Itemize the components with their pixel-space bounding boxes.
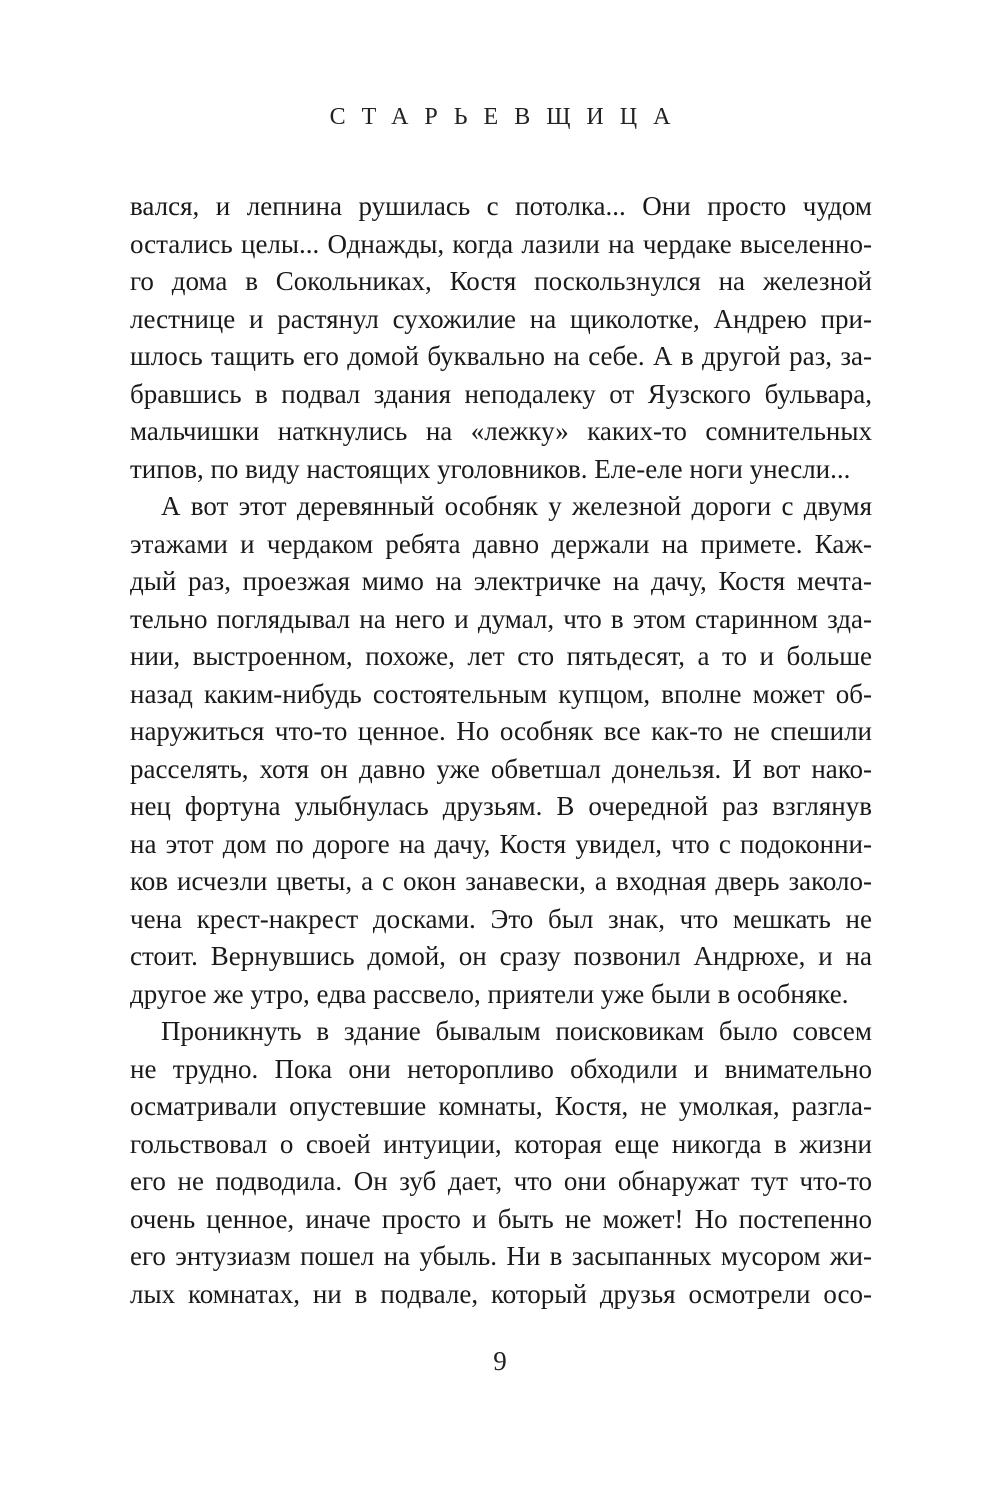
text-line: Проникнуть в здание бывалым поисковикам было совсем bbox=[161, 1016, 872, 1046]
text-line: наружиться что-то ценное. Но особняк все как-то не спешили bbox=[130, 716, 872, 746]
text-line: нии, выстроенном, похоже, лет сто пятьдесят, а то и больше bbox=[130, 641, 872, 671]
text-line: мальчишки наткнулись на «лежку» каких-то сомнительных bbox=[130, 416, 872, 446]
text-line: назад каким-нибудь состоятельным купцом, вполне может об- bbox=[130, 678, 872, 709]
text-line: типов, по виду настоящих уголовников. Еле-еле ноги унесли... bbox=[130, 453, 851, 484]
text-line: чена крест-накрест досками. Это был знак, что мешкать не bbox=[130, 903, 872, 934]
text-line: его не подводила. Он зуб дает, что они обнаружат тут что-то bbox=[130, 1166, 872, 1196]
text-line: остались целы... Однажды, когда лазили на чердаке выселенно- bbox=[130, 228, 872, 259]
text-line: го дома в Сокольниках, Костя поскользнулся на железной bbox=[130, 266, 872, 296]
text-line: лестнице и растянул сухожилие на щиколотке, Андрею при- bbox=[130, 303, 872, 334]
text-line: его энтузиазм пошел на убыль. Ни в засыпанных мусором жи- bbox=[130, 1241, 872, 1271]
text-line: другое же утро, едва рассвело, приятели уже были в особняке. bbox=[130, 978, 849, 1009]
text-line: дый раз, проезжая мимо на электричке на дачу, Костя мечта- bbox=[130, 566, 872, 596]
body-text bbox=[130, 188, 872, 1313]
text-line: стоит. Вернувшись домой, он сразу позвонил Андрюхе, и на bbox=[130, 941, 872, 971]
text-line: бравшись в подвал здания неподалеку от Яузского бульвара, bbox=[130, 378, 872, 409]
text-line: вался, и лепнина рушилась с потолка... Они просто чудом bbox=[130, 191, 872, 221]
page-number: 9 bbox=[493, 1346, 507, 1376]
text-line: нец фортуна улыбнулась друзьям. В очередной раз взглянув bbox=[130, 791, 872, 821]
text-line: расселять, хотя он давно уже обветшал донельзя. И вот нако- bbox=[130, 753, 872, 784]
text-line: А вот этот деревянный особняк у железной дороги с двумя bbox=[161, 491, 872, 521]
text-line: гольствовал о своей интуиции, которая еще никогда в жизни bbox=[130, 1128, 872, 1159]
running-head: СТАРЬЕВЩИЦА bbox=[329, 104, 687, 130]
text-line: шлось тащить его домой буквально на себе. А в другой раз, за- bbox=[130, 341, 872, 371]
text-line: очень ценное, иначе просто и быть не может! Но постепенно bbox=[130, 1203, 872, 1234]
text-line: не трудно. Пока они неторопливо обходили и внимательно bbox=[130, 1053, 872, 1084]
text-line: осматривали опустевшие комнаты, Костя, не умолкая, разгла- bbox=[130, 1091, 872, 1121]
text-line: ков исчезли цветы, а с окон занавески, а входная дверь заколо- bbox=[130, 866, 872, 896]
text-line: на этот дом по дороге на дачу, Костя увидел, что с подоконни- bbox=[130, 828, 872, 859]
text-line: тельно поглядывал на него и думал, что в этом старинном зда- bbox=[130, 603, 872, 634]
text-line: этажами и чердаком ребята давно держали на примете. Каж- bbox=[130, 528, 872, 559]
text-line: лых комнатах, ни в подвале, который друзья осмотрели осо- bbox=[130, 1278, 872, 1309]
